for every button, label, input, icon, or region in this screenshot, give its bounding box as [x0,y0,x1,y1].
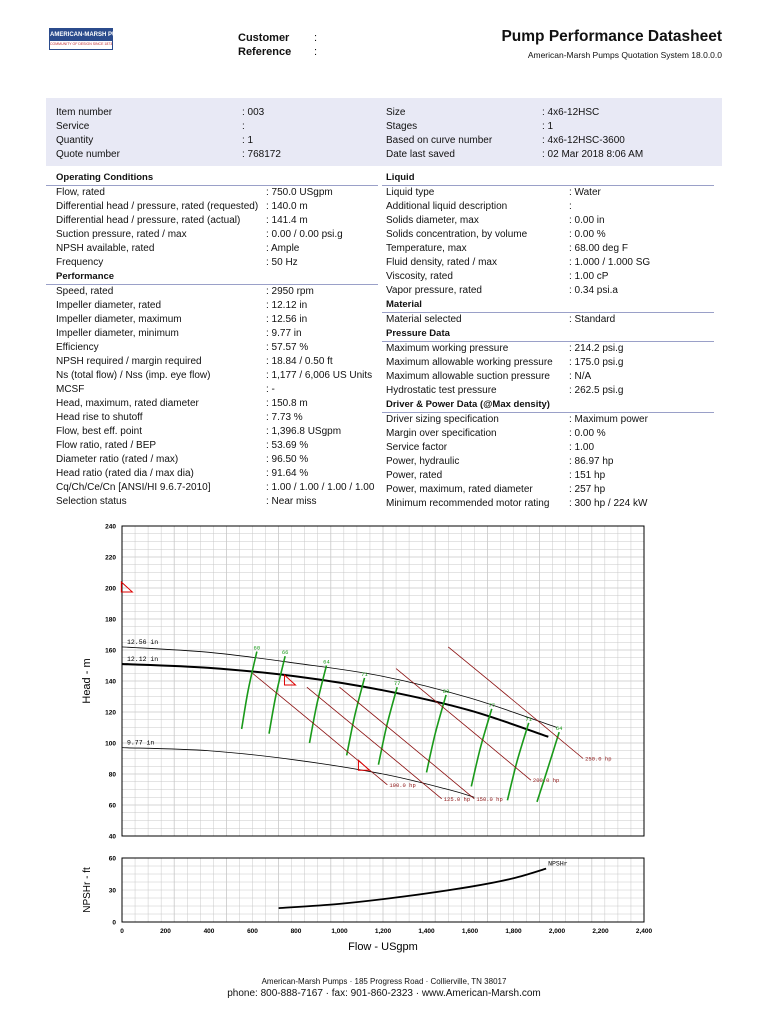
spec-label: Liquid type [386,187,435,198]
x-tick-label: 1,200 [374,928,392,935]
efficiency-contour [507,723,528,801]
spec-label: Maximum allowable working pressure [386,357,553,368]
x-tick-label: 200 [160,928,171,935]
reference-colon: : [314,46,318,58]
y-tick-label: 180 [105,616,116,624]
spec-value: : 86.97 hp [569,456,614,467]
y-tick-label: 160 [105,647,116,655]
spec-label: Suction pressure, rated / max [56,229,187,240]
info-label: Service [56,121,90,132]
impeller-label: 12.56 in [127,638,159,646]
page-subtitle: American-Marsh Pumps Quotation System 18.0.0.0 [527,50,722,60]
y-tick-label: 30 [108,887,116,895]
y-tick-label: 60 [108,855,116,863]
info-label: Item number [56,107,113,118]
spec-value: : N/A [569,371,592,382]
info-label: Date last saved [386,149,455,160]
spec-value: : [569,201,572,212]
spec-label: Additional liquid description [386,201,508,212]
y-axis-label: NPSHr - ft [82,867,93,913]
spec-label: Solids concentration, by volume [386,229,528,240]
spec-value: : 262.5 psi.g [569,385,624,396]
spec-label: Efficiency [56,342,99,353]
efficiency-label: 66 [281,649,289,657]
efficiency-label: 60 [253,644,261,652]
spec-value: : 0.00 % [569,428,606,439]
efficiency-contour [347,678,365,756]
spec-value: : 96.50 % [266,454,309,465]
spec-label: Diameter ratio (rated / max) [56,454,179,465]
info-label: Based on curve number [386,135,493,146]
head-flow-chart [76,518,666,848]
impeller-curve [122,664,548,737]
spec-value: : 18.84 / 0.50 ft [266,356,333,367]
spec-value: : 1.00 cP [569,271,609,282]
spec-label: Margin over specification [386,428,497,439]
info-label: Quote number [56,149,120,160]
spec-label: Head rise to shutoff [56,412,143,423]
spec-label: Power, maximum, rated diameter [386,484,533,495]
spec-label: Hydrostatic test pressure [386,385,497,396]
spec-label: Flow, rated [56,187,105,198]
efficiency-label: 77 [393,680,401,688]
spec-label: Flow ratio, rated / BEP [56,440,157,451]
info-value: : 768172 [242,149,281,160]
spec-value: : - [266,384,275,395]
spec-value: : 50 Hz [266,257,298,268]
spec-label: Power, hydraulic [386,456,460,467]
customer-colon: : [314,32,318,44]
info-label: Size [386,107,406,118]
spec-value: : 53.69 % [266,440,309,451]
efficiency-label: 64 [323,658,330,666]
x-axis-label: Flow - USgpm [348,941,418,953]
page-title: Pump Performance Datasheet [501,28,722,45]
y-tick-label: 140 [105,678,116,686]
info-value: : [242,121,245,132]
y-tick-label: 40 [108,833,116,841]
spec-label: Material selected [386,314,462,325]
spec-value: : 0.00 in [569,215,605,226]
impeller-label: 9.77 in [127,739,155,747]
power-curve [448,647,583,759]
spec-value: : Water [569,187,601,198]
spec-label: Ns (total flow) / Nss (imp. eye flow) [56,370,211,381]
spec-label: MCSF [56,384,85,395]
x-tick-label: 1,800 [505,928,522,935]
spec-label: Driver sizing specification [386,414,499,425]
spec-value: : 150.8 m [266,398,308,409]
efficiency-label: 77 [488,701,496,709]
section-title: Material [386,299,422,310]
npsh-chart [76,850,666,960]
info-value: : 003 [242,107,265,118]
y-tick-label: 100 [105,740,116,748]
spec-value: : 1,396.8 USgpm [266,426,342,437]
spec-label: Differential head / pressure, rated (actual) [56,215,241,226]
spec-value: : 1,177 / 6,006 US Units [266,370,373,381]
spec-label: Impeller diameter, minimum [56,328,179,339]
spec-value: : 1.00 [569,442,595,453]
info-value: : 02 Mar 2018 8:06 AM [542,149,644,160]
spec-label: Flow, best eff. point [56,426,142,437]
spec-value: : 2950 rpm [266,286,314,297]
x-tick-label: 2,000 [548,928,566,935]
x-tick-label: 0 [120,928,124,935]
y-tick-label: 240 [105,523,116,531]
section-title: Operating Conditions [56,172,154,183]
impeller-label: 12.12 in [127,655,159,663]
section-title: Driver & Power Data (@Max density) [386,399,550,410]
y-tick-label: 220 [105,554,116,562]
spec-value: : 0.00 / 0.00 psi.g [266,229,343,240]
spec-label: Minimum recommended motor rating [386,498,550,509]
logo-brand: AMERICAN-MARSH PUMPS [50,29,112,41]
power-label: 100.0 hp [389,781,416,789]
spec-value: : 1.000 / 1.000 SG [569,257,651,268]
x-tick-label: 1,000 [331,928,348,935]
info-value: : 1 [542,121,554,132]
power-label: 125.0 hp [443,795,471,803]
power-label: 150.0 hp [476,795,503,803]
spec-value: : 68.00 deg F [569,243,628,254]
reference-label: Reference [238,46,292,58]
spec-label: Power, rated [386,470,443,481]
y-tick-label: 80 [108,771,116,779]
spec-label: Viscosity, rated [386,271,453,282]
efficiency-label: 64 [555,725,563,733]
spec-value: : 7.73 % [266,412,303,423]
spec-label: Impeller diameter, rated [56,300,162,311]
logo-tagline: COMMUNITY OF DESIGN SINCE 1873 [50,42,113,46]
operating-point-marker [121,582,132,592]
y-axis-label: Head - m [81,658,93,704]
x-tick-label: 800 [290,928,302,935]
section-title: Pressure Data [386,328,450,339]
spec-label: Cq/Ch/Ce/Cn [ANSI/HI 9.6.7-2010] [56,482,211,493]
y-tick-label: 200 [105,585,116,593]
spec-label: Differential head / pressure, rated (requested) [56,201,259,212]
spec-label: Fluid density, rated / max [386,257,497,268]
spec-label: Head ratio (rated dia / max dia) [56,468,194,479]
x-tick-label: 2,200 [592,928,609,935]
footer-contact: phone: 800-888-7167 · fax: 901-860-2323 · www.American-Marsh.com [227,988,541,999]
spec-label: Temperature, max [386,243,467,254]
customer-label: Customer [238,32,290,44]
spec-value: : 12.56 in [266,314,308,325]
x-tick-label: 1,600 [461,928,479,935]
spec-value: : 0.00 % [569,229,606,240]
spec-value: : Maximum power [569,414,648,425]
efficiency-contour [378,687,397,765]
power-label: 200.0 hp [532,777,560,785]
x-tick-label: 2,400 [635,928,653,935]
spec-value: : 57.57 % [266,342,309,353]
spec-label: Service factor [386,442,448,453]
efficiency-label: 71 [361,670,368,678]
operating-point-marker [358,760,369,770]
spec-value: : 214.2 psi.g [569,343,624,354]
spec-label: Maximum working pressure [386,343,509,354]
spec-value: : Standard [569,314,616,325]
spec-label: Vapor pressure, rated [386,285,482,296]
efficiency-contour [269,656,285,734]
footer-address: American-Marsh Pumps · 185 Progress Road · Collierville, TN 38017 [261,977,507,986]
spec-label: Frequency [56,257,104,268]
spec-value: : 0.34 psi.a [569,285,618,296]
spec-value: : 1.00 / 1.00 / 1.00 / 1.00 [266,482,375,493]
spec-value: : 175.0 psi.g [569,357,624,368]
spec-label: Speed, rated [56,286,114,297]
y-tick-label: 120 [105,709,116,717]
info-label: Quantity [56,135,94,146]
spec-label: NPSH required / margin required [56,356,202,367]
spec-label: Maximum allowable suction pressure [386,371,550,382]
spec-label: Head, maximum, rated diameter [56,398,199,409]
efficiency-contour [242,652,257,730]
spec-value: : 257 hp [569,484,606,495]
spec-value: : 300 hp / 224 kW [569,498,648,509]
y-tick-label: 60 [108,802,116,810]
power-label: 250.0 hp [585,755,612,763]
efficiency-contour [427,695,447,773]
section-title: Liquid [386,172,415,183]
company-logo [49,28,130,50]
spec-value: : 151 hp [569,470,606,481]
spec-value: : 750.0 USgpm [266,187,333,198]
spec-value: : 91.64 % [266,468,309,479]
spec-label: Solids diameter, max [386,215,479,226]
spec-value: : 140.0 m [266,201,308,212]
spec-value: : 9.77 in [266,328,302,339]
y-tick-label: 0 [112,919,116,927]
spec-label: Impeller diameter, maximum [56,314,182,325]
x-tick-label: 600 [247,928,258,935]
x-tick-label: 1,400 [418,928,435,935]
x-tick-label: 400 [203,928,215,935]
info-label: Stages [386,121,418,132]
spec-value: : Near miss [266,496,317,507]
section-title: Performance [56,271,115,282]
spec-value: : 12.12 in [266,300,308,311]
efficiency-label: 80 [442,687,450,695]
spec-label: NPSH available, rated [56,243,155,254]
info-value: : 1 [242,135,254,146]
npsh-series-label: NPSHr [548,860,568,868]
spec-value: : 141.4 m [266,215,308,226]
efficiency-label: 71 [525,715,533,723]
spec-label: Selection status [56,496,127,507]
spec-value: : Ample [266,243,300,254]
info-value: : 4x6-12HSC [542,107,600,118]
info-value: : 4x6-12HSC-3600 [542,135,625,146]
npsh-curve [279,869,547,908]
